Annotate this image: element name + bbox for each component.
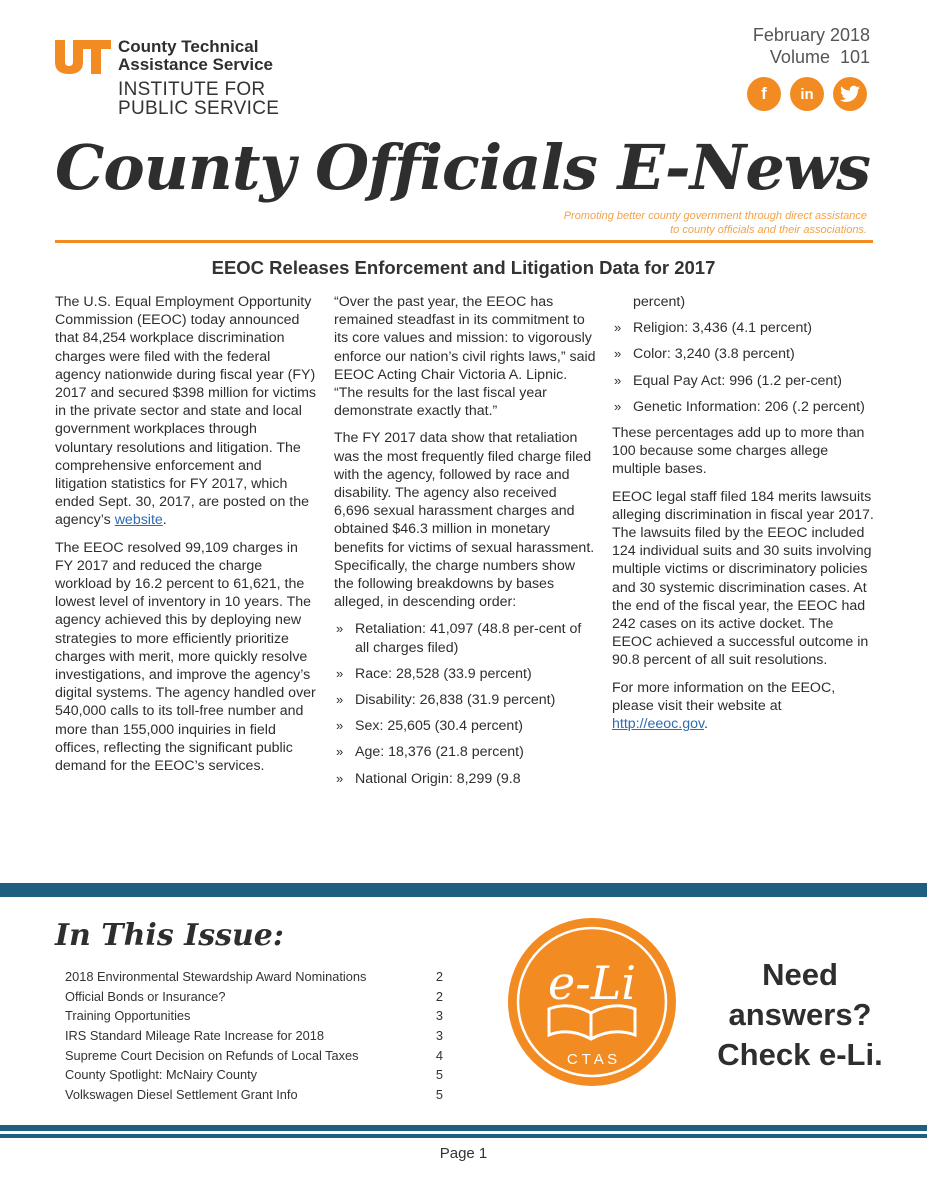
section-band [0,883,927,897]
toc-title: IRS Standard Mileage Rate Increase for 2018 [65,1028,324,1044]
article-headline: EEOC Releases Enforcement and Litigation Data for 2017 [211,257,716,278]
toc-row[interactable] [65,1065,443,1085]
toc-page: 2 [435,988,443,1004]
article-column-1 [55,293,317,784]
eli-badge-subtext: C T A S [566,1051,618,1068]
facebook-icon[interactable]: f [747,77,781,111]
tagline [447,209,867,237]
toc-page: 2 [435,969,443,984]
promo-line2: answers? [728,997,872,1032]
article-paragraph: The EEOC resolved 99,109 charges in FY 2017 and reduced the charge workload by 16.2 percent to 61,621, the lowest level of inventory in 10 years. The agency achieved this by deploying new strategies to more efficiently prioritize charges with merit, more quickly resolve investigations, and improve the agency’s digital systems. The agency handled over 540,000 calls to its toll-free number and more than 155,000 inquiries in field offices, reflecting the significant public demand for the EEOC’s services. [55,539,316,775]
eli-promo [690,955,910,1075]
list-item: » Sex: 25,605 (30.4 percent) [334,717,596,735]
toc-row[interactable] [65,987,443,1007]
issue-date: February 2018 [752,25,870,45]
header-divider [55,240,873,243]
toc-row[interactable] [65,1006,443,1026]
article-paragraph: EEOC legal staff filed 184 merits lawsuits alleging discrimination in fiscal year 2017. The lawsuits filed by the EEOC included 124 individual suits and 30 suits involving multiple victims or discriminatory policies and 30 systemic discrimination cases. At the end of the fiscal year, the EEOC had 242 cases on its active docket. The EEOC achieved a successful outcome in 90.8 percent of all suit resolutions. [612,488,874,669]
website-link[interactable]: website [114,512,163,529]
in-this-issue-title: In This Issue: [55,918,284,953]
institute-name [118,80,279,118]
toc-page: 3 [435,1008,443,1024]
toc-row[interactable] [65,967,443,987]
table-of-contents [65,967,443,1105]
org-name [118,38,273,74]
issue-volume: Volume 101 [769,47,870,67]
org-name-line2: Assistance Service [118,55,273,74]
toc-title: Supreme Court Decision on Refunds of Local Taxes [65,1047,359,1063]
toc-row[interactable] [65,1085,443,1105]
tagline-line1: Promoting better county government through direct assistance [563,210,867,222]
eli-badge-icon[interactable] [507,917,677,1087]
toc-page: 5 [435,1067,443,1083]
toc-title: Training Opportunities [65,1008,191,1024]
toc-title: Official Bonds or Insurance? [65,988,226,1004]
ut-logo-icon [55,40,111,74]
twitter-icon[interactable] [833,77,867,111]
toc-title: County Spotlight: McNairy County [65,1067,258,1083]
twitter-bird-icon [840,85,860,103]
footer-band-thin [0,1134,927,1138]
article-quote: “Over the past year, the EEOC has remained steadfast in its commitment to its core values and mission: to vigorously enforce our nation’s civil rights laws,” said EEOC Acting Chair Victoria A. Lipnic. “The results for the last fiscal year demonstrate exactly that.” [334,294,596,420]
list-item-continuation: percent) [633,294,686,310]
promo-line1: Need [762,957,838,992]
toc-row[interactable] [65,1046,443,1066]
charge-breakdown-list-continued [612,319,874,416]
list-item: » Color: 3,240 (3.8 percent) [612,345,874,363]
promo-line3: Check e-Li. [717,1037,883,1072]
toc-page: 4 [435,1047,443,1063]
toc-row[interactable] [65,1026,443,1046]
footer-band [0,1125,927,1131]
eeoc-website-link[interactable]: http://eeoc.gov [612,716,705,733]
article-column-2 [334,293,596,796]
list-item: » Equal Pay Act: 996 (1.2 per-cent) [612,372,874,390]
toc-page: 5 [435,1087,443,1103]
article-paragraph: For more information on the EEOC, please visit their website at http://eeoc.gov. [612,679,836,733]
list-item: » National Origin: 8,299 (9.8 [334,770,596,788]
org-name-line1: County Technical [118,37,259,56]
linkedin-icon[interactable]: in [790,77,824,111]
list-item: » Retaliation: 41,097 (48.8 per-cent of all charges filed) [334,620,596,656]
toc-page: 3 [435,1028,443,1044]
issue-info [753,24,870,68]
toc-title: Volkswagen Diesel Settlement Grant Info [65,1087,298,1103]
list-item: » Disability: 26,838 (31.9 percent) [334,691,596,709]
article-paragraph: The FY 2017 data show that retaliation was the most frequently filed charge filed with the agency, followed by race and disability. The agency also received 6,696 sexual harassment charges and obtained $46.3 million in monetary benefits for victims of sexual harassment. Specifically, the charge numbers show the following breakdowns by bases alleged, in descending order: [334,430,595,611]
institute-line1: INSTITUTE FOR [118,79,266,100]
tagline-line2: to county officials and their associations. [670,224,867,236]
masthead-title: County Officials E-News [55,131,871,204]
article-paragraph: These percentages add up to more than 100 because some charges allege multiple bases. [612,425,865,478]
institute-line2: PUBLIC SERVICE [118,98,280,119]
eli-badge-text: e-Li [547,956,637,1010]
article-column-3 [612,293,874,742]
toc-title: 2018 Environmental Stewardship Award Nominations [65,969,367,984]
list-item: » Genetic Information: 206 (.2 percent) [612,398,874,416]
charge-breakdown-list [334,620,596,787]
list-item: » Race: 28,528 (33.9 percent) [334,665,596,683]
page-number: Page 1 [439,1145,488,1162]
list-item: » Religion: 3,436 (4.1 percent) [612,319,874,337]
list-item: » Age: 18,376 (21.8 percent) [334,743,596,761]
article-paragraph: The U.S. Equal Employment Opportunity Commission (EEOC) today announced that 84,254 workplace discrimination charges were filed with the federal agency nationwide during fiscal year (FY) 2017 and secured $398 million for victims in the private sector and state and local government workplaces through voluntary resolutions and litigation. The comprehensive enforcement and litigation statistics for FY 2017, which ended Sept. 30, 2017, are posted on the agency’s website. [55,294,317,529]
